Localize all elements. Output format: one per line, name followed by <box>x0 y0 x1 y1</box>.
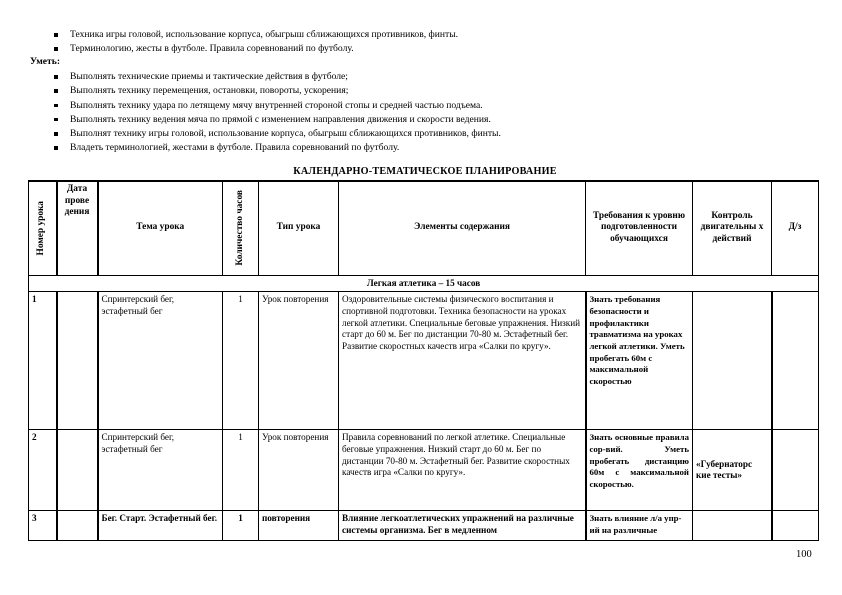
control-cell <box>693 511 772 541</box>
lesson-plan-table <box>28 180 819 541</box>
list-item: Владеть терминологией, жестами в футболе. Правила соревнований по футболу. <box>54 141 501 155</box>
header-topic: Тема урока <box>98 181 223 275</box>
header-requirements: Требования к уровню подготовленности обучающихся <box>586 181 693 275</box>
header-type: Тип урока <box>259 181 339 275</box>
date-cell[interactable] <box>57 511 98 541</box>
type-cell: повторения <box>259 511 339 541</box>
list-item: Выполнять технические приемы и тактические действия в футболе; <box>54 70 501 84</box>
table-row <box>29 511 819 541</box>
content-cell: Оздоровительные системы физического воспитания и спортивной подготовки. Техника безопасности на уроках легкой атлетики. Специальные беговые упражнения. Низкий старт до 60 м. Бег по дистанции 70-80 м. Эстафетный бег. Развитие скоростных качеств игра «Салки по кругу». <box>339 292 586 430</box>
homework-cell <box>772 430 819 511</box>
type-cell: Урок повторения <box>259 292 339 430</box>
list-item: Техника игры головой, использование корпуса, обыгрыш сближающихся противников, финты. <box>54 28 458 42</box>
calendar-title: КАЛЕНДАРНО-ТЕМАТИЧЕСКОЕ ПЛАНИРОВАНИЕ <box>293 166 557 177</box>
skills-heading: Уметь: <box>30 56 61 67</box>
requirements-cell: Знать влияние л/а упр-ий на различные <box>586 511 693 541</box>
topic-cell: Спринтерский бег, эстафетный бег <box>98 292 223 430</box>
requirements-cell: Знать требования безопасности и профилактики травматизма на уроках легкой атлетики. Уметь пробегать 60м с максимальной скоростью <box>586 292 693 430</box>
homework-cell <box>772 511 819 541</box>
table-header-row <box>29 181 819 275</box>
list-item: Терминологию, жесты в футболе. Правила соревнований по футболу. <box>54 42 458 56</box>
list-item: Выполнять технику удара по летящему мячу внутренней стороной стопы и средней частью подъема. <box>54 99 501 113</box>
header-hours: Количество часов <box>223 181 259 275</box>
page-number: 100 <box>796 549 812 560</box>
header-control: Контроль двигательны х действий <box>693 181 772 275</box>
hours-cell: 1 <box>223 511 259 541</box>
hours-cell: 1 <box>223 292 259 430</box>
list-item: Выполнят технику игры головой, использование корпуса, обыгрыш сближающихся противников, финты. <box>54 127 501 141</box>
table-row <box>29 430 819 511</box>
section-title: Легкая атлетика – 15 часов <box>29 275 819 292</box>
date-cell[interactable] <box>57 430 98 511</box>
header-content: Элементы содержания <box>339 181 586 275</box>
control-cell: «Губернаторс кие тесты» <box>693 430 772 511</box>
header-homework: Д/з <box>772 181 819 275</box>
requirements-cell: Знать основные правила сор-вий. Уметь пробегать дистанцию 60м с максимальной скоростью. <box>586 430 693 511</box>
topic-cell: Спринтерский бег, эстафетный бег <box>98 430 223 511</box>
lesson-number: 3 <box>29 511 57 541</box>
topic-cell: Бег. Старт. Эстафетный бег. <box>98 511 223 541</box>
lesson-number: 1 <box>29 292 57 430</box>
content-cell: Влияние легкоатлетических упражнений на различные системы организма. Бег в медленном <box>339 511 586 541</box>
header-lesson-no: Номер урока <box>29 181 57 275</box>
hours-cell: 1 <box>223 430 259 511</box>
lesson-number: 2 <box>29 430 57 511</box>
date-cell[interactable] <box>57 292 98 430</box>
table-row <box>29 292 819 430</box>
homework-cell <box>772 292 819 430</box>
list-item: Выполнять технику ведения мяча по прямой с изменением направления движения и скорости ведения. <box>54 113 501 127</box>
knowledge-bullet-list <box>54 28 458 57</box>
skills-bullet-list <box>54 70 501 156</box>
header-date: Дата прове дения <box>57 181 98 275</box>
control-cell <box>693 292 772 430</box>
type-cell: Урок повторения <box>259 430 339 511</box>
section-row <box>29 275 819 292</box>
list-item: Выполнять технику перемещения, остановки, повороты, ускорения; <box>54 84 501 98</box>
content-cell: Правила соревнований по легкой атлетике. Специальные беговые упражнения. Низкий старт до 60 м. Бег по дистанции 70-80 м. Эстафетный бег. Развитие скоростных качеств игра «Салки по кругу». <box>339 430 586 511</box>
